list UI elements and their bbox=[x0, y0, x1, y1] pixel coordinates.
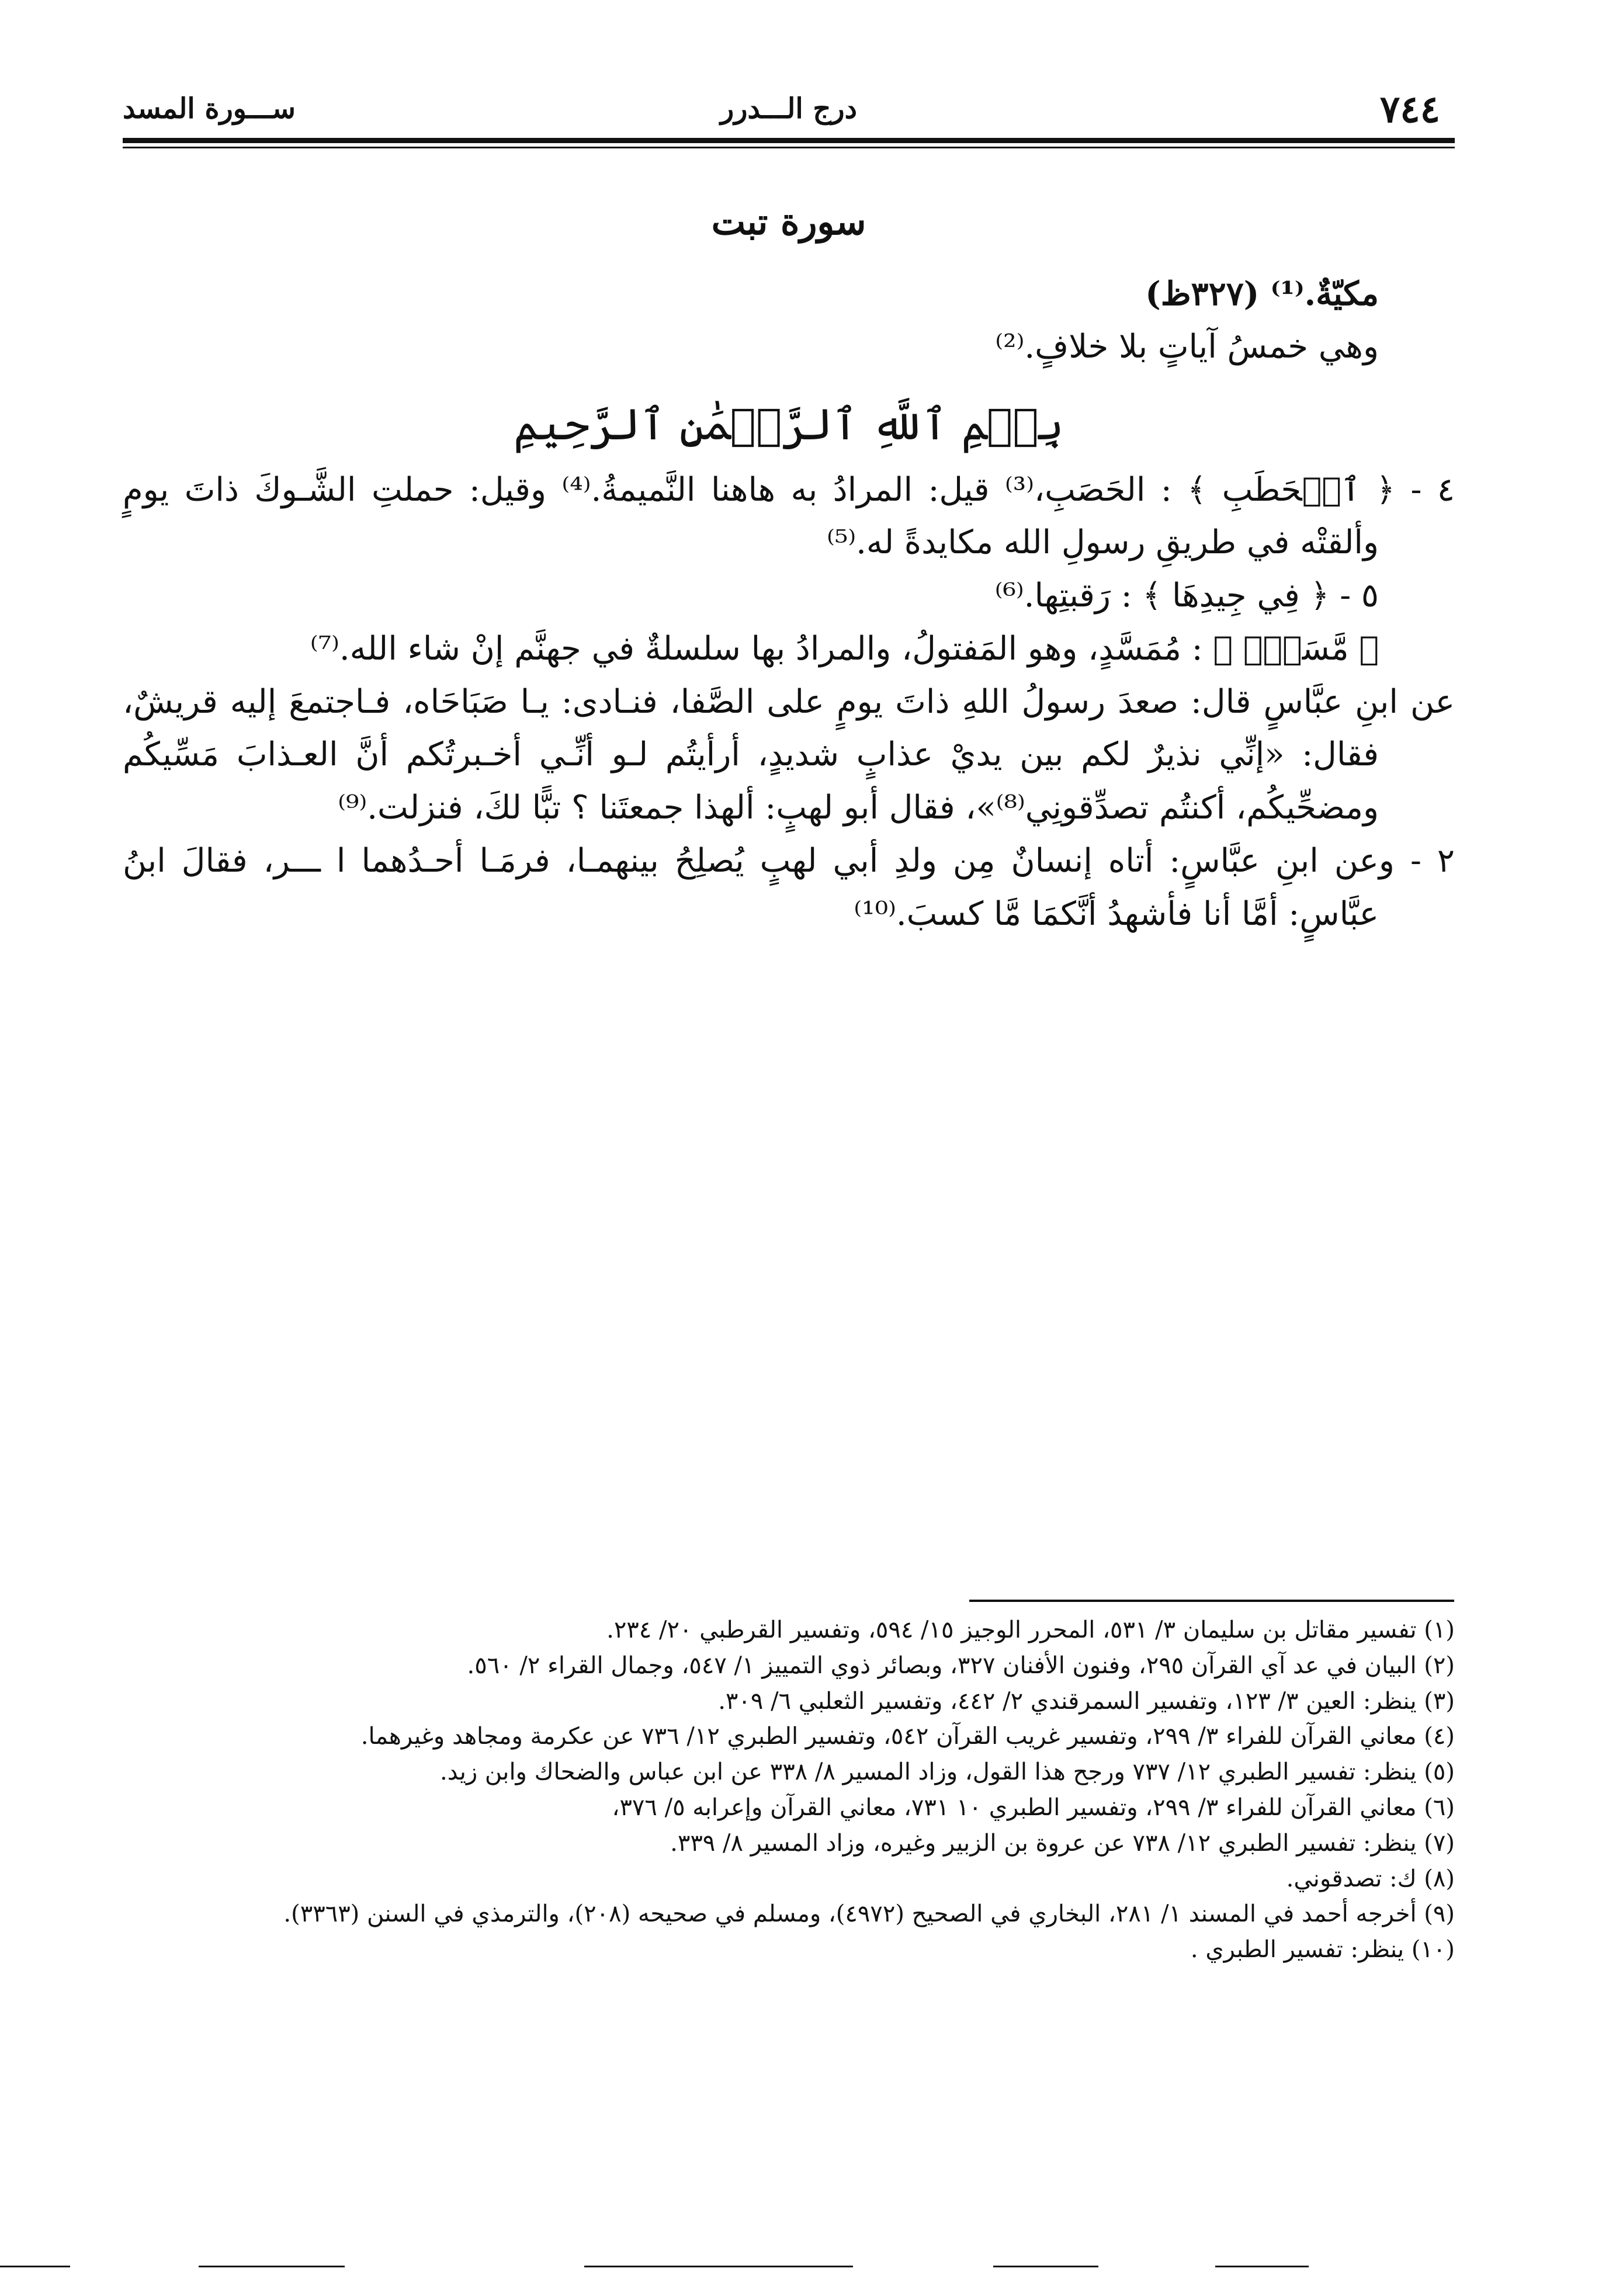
verse-4-paragraph: ٤ - ﴿ ٱلۡحَطَبِ ﴾ : الحَصَبِ،⁽³⁾ قيل: المرادُ به هاهنا النَّميمةُ.⁽⁴⁾ وقيل: حملتِ الشَّـوكَ ذاتَ يومٍ وألقتْه في طريقِ رسولِ الله مكايدةً له.⁽⁵⁾ bbox=[123, 470, 1455, 562]
header-rule-thick bbox=[123, 138, 1455, 143]
footnote-10: (١٠) ينظر: تفسير الطبري . bbox=[1190, 1936, 1455, 1964]
running-title: درج الـــدرر bbox=[720, 92, 857, 125]
verse-5-paragraph: ٥ - ﴿ فِي جِيدِهَا ﴾ : رَقبتِها.⁽⁶⁾ bbox=[994, 577, 1379, 615]
page-header bbox=[123, 88, 1455, 140]
footnote-8: (٨) ك: تصدقوني. bbox=[1286, 1865, 1455, 1892]
footnote-separator bbox=[969, 1600, 1454, 1602]
header-rule-thin bbox=[123, 147, 1455, 148]
scan-edge-mark bbox=[0, 2266, 70, 2267]
masad-paragraph: ﴿ مَّسَدِۭ ﴾ : مُمَسَّدٍ، وهو المَفتولُ، والمرادُ بها سلسلةٌ في جهنَّم إنْ شاء الله.⁽⁷⁾ bbox=[310, 629, 1379, 668]
hadith-paragraph-2: ٢ - وعن ابنِ عبَّاسٍ: أتاه إنسانٌ مِن ولدِ أبي لهبٍ يُصلِحُ بينهمـا، فرمَـا أحـدُهما ا ـــر، فقالَ ابنُ عبَّاسٍ: أمَّا أنا فأشهدُ أنَّكمَا مَّا كسبَ.⁽¹⁰⁾ bbox=[123, 841, 1455, 933]
footnote-5: (٥) ينظر: تفسير الطبري ١٢/ ٧٣٧ ورجح هذا القول، وزاد المسير ٨/ ٣٣٨ عن ابن عباس والضحاك وابن زيد. bbox=[439, 1759, 1455, 1786]
footnote-4: (٤) معاني القرآن للفراء ٣/ ٢٩٩، وتفسير غريب القرآن ٥٤٢، وتفسير الطبري ١٢/ ٧٣٦ عن عكرمة ومجاهد وغيرهما. bbox=[360, 1723, 1455, 1750]
footnote-1: (١) تفسير مقاتل بن سليمان ٣/ ٥٣١، المحرر الوجيز ١٥/ ٥٩٤، وتفسير القرطبي ٢٠/ ٢٣٤. bbox=[606, 1617, 1455, 1643]
scan-edge-mark bbox=[993, 2266, 1098, 2267]
bismillah: بِسۡمِ ٱللَّهِ ٱلرَّحۡمَٰنِ ٱلرَّحِيمِ bbox=[514, 399, 1064, 450]
main-text bbox=[123, 193, 1455, 941]
footnote-7: (٧) ينظر: تفسير الطبري ١٢/ ٧٣٨ عن عروة بن الزبير وغيره، وزاد المسير ٨/ ٣٣٩. bbox=[670, 1829, 1455, 1857]
footnote-2: (٢) البيان في عد آي القرآن ٢٩٥، وفنون الأفنان ٣٢٧، وبصائر ذوي التمييز ١/ ٥٤٧، وجمال القراء ٢/ ٥٦٠. bbox=[467, 1652, 1455, 1679]
scan-bottom-edge bbox=[0, 2243, 1609, 2296]
intro-line-1: مكيّةٌ.⁽¹⁾ (٣٢٧ظ) bbox=[1145, 275, 1379, 314]
footnote-6: (٦) معاني القرآن للفراء ٣/ ٢٩٩، وتفسير الطبري ١٠ ٧٣١، معاني القرآن وإعرابه ٥/ ٣٧٦، bbox=[612, 1794, 1455, 1821]
footnotes bbox=[123, 1612, 1455, 1968]
surah-title: سورة تبت bbox=[711, 200, 866, 243]
hadith-paragraph-1: عن ابنِ عبَّاسٍ قال: صعدَ رسولُ اللهِ ذاتَ يومٍ على الصَّفا، فنـادى: يـا صَبَاحَاه، فـاجتمعَ إليه قريشٌ، فقال: «إنِّي نذيرٌ لكم بين يديْ عذابٍ شديدٍ، أرأيتُم لـو أنِّـي أخـبرتُكم أنَّ العـذابَ مَسِّيكُم ومضحِّيكُم، أكنتُم تصدِّقونِي⁽⁸⁾»، فقال أبو لهبٍ: ألهذا جمعتَنا ؟ تبًّا لكَ، فنزلت.⁽⁹⁾ bbox=[123, 682, 1455, 827]
footnote-3: (٣) ينظر: العين ٣/ ١٢٣، وتفسير السمرقندي ٢/ ٤٤٢، وتفسير الثعلبي ٦/ ٣٠٩. bbox=[718, 1687, 1455, 1715]
page-number: ٧٤٤ bbox=[1379, 88, 1440, 131]
intro-line-2: وهي خمسُ آياتٍ بلا خلافٍ.⁽²⁾ bbox=[995, 328, 1379, 366]
surah-name-header: ســـورة المسد bbox=[123, 92, 296, 125]
scan-edge-mark bbox=[1215, 2266, 1309, 2267]
footnote-9: (٩) أخرجه أحمد في المسند ١/ ٢٨١، البخاري في الصحيح (٤٩٧٢)، ومسلم في صحيحه (٢٠٨)، والترمذي في السنن (٣٣٦٣). bbox=[283, 1900, 1455, 1928]
scan-edge-mark bbox=[199, 2266, 345, 2267]
scan-edge-mark bbox=[584, 2266, 853, 2267]
